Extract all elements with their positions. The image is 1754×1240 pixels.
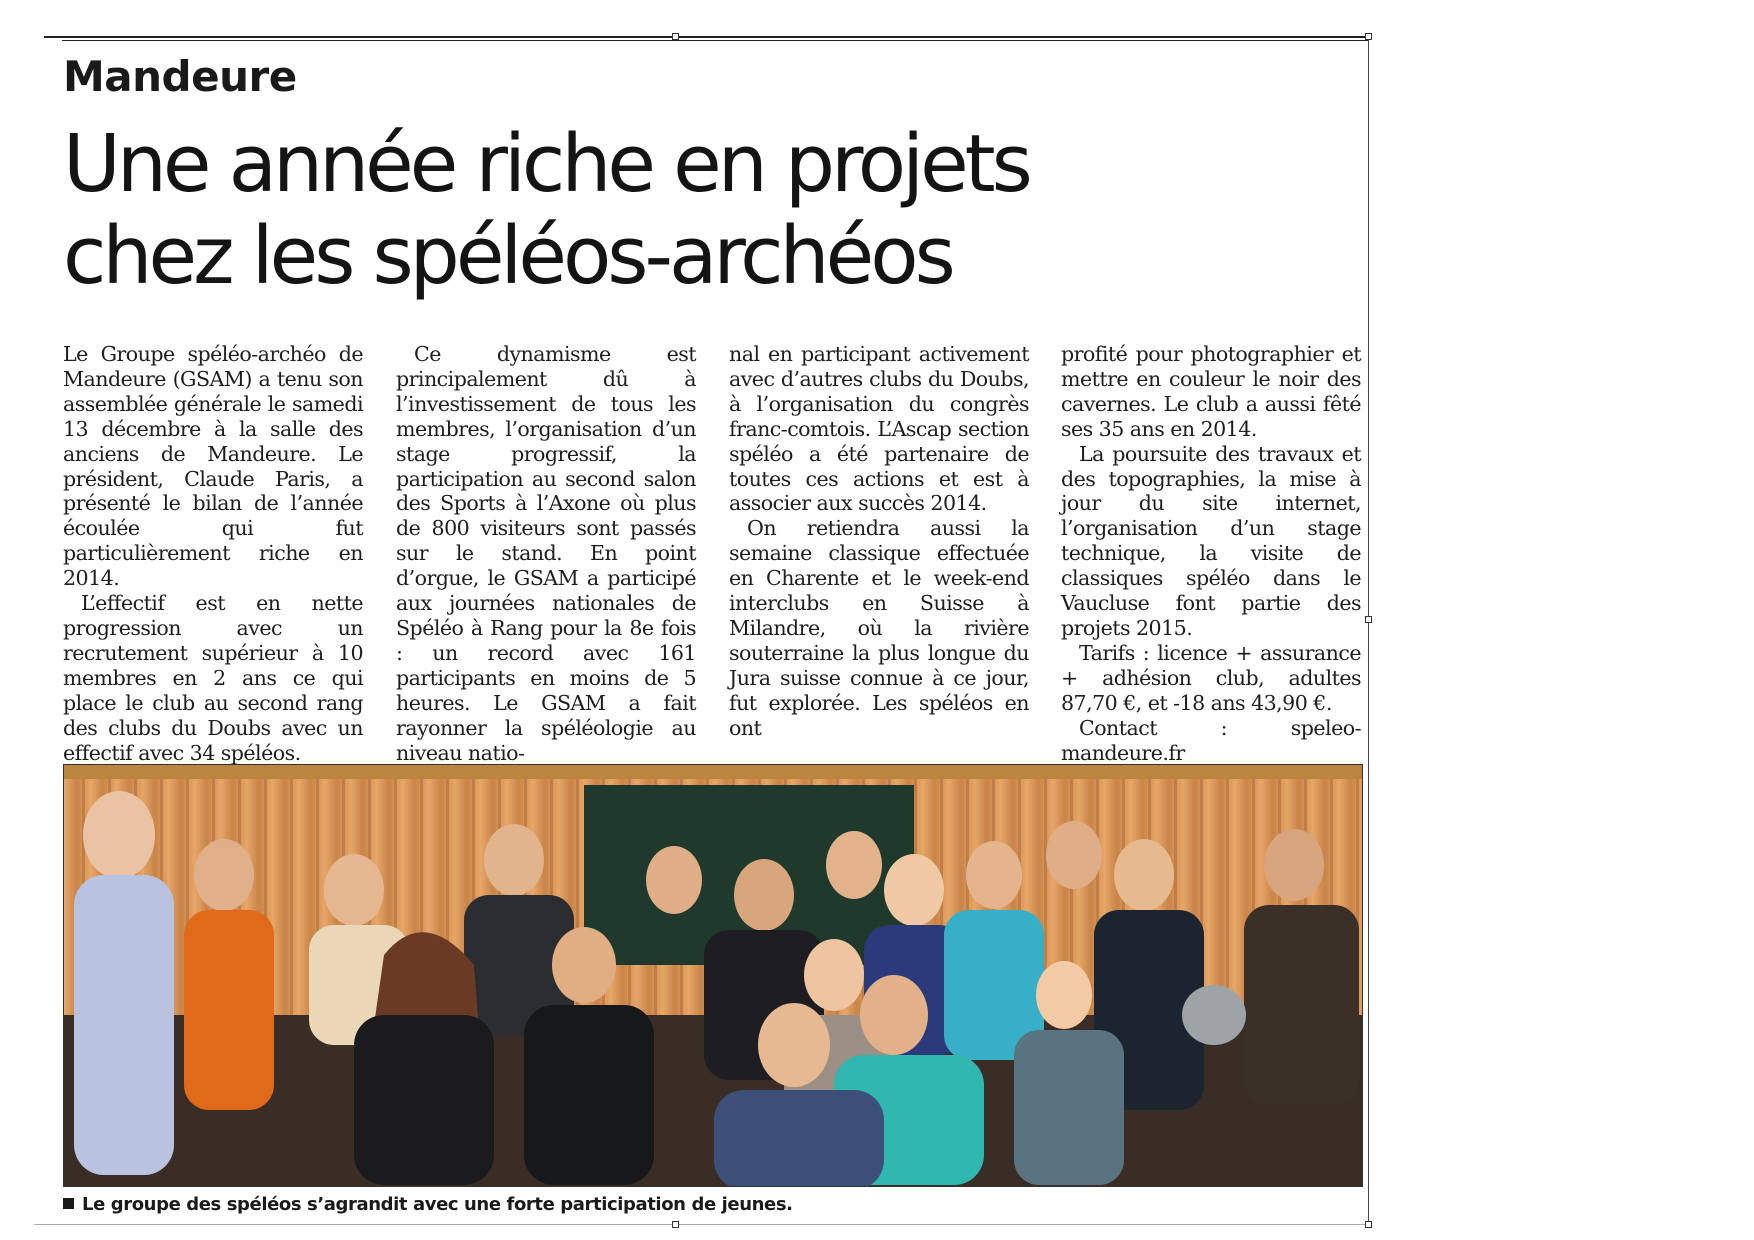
right-rule <box>1368 36 1369 1226</box>
text-column-3 <box>729 342 1029 741</box>
group-photo <box>63 764 1363 1187</box>
frame-handle-bottom[interactable] <box>672 1221 679 1228</box>
paragraph: Contact : speleo-mandeure.fr <box>1061 715 1361 765</box>
caption-bullet-icon <box>63 1198 74 1209</box>
paragraph: profité pour photographier et mettre en couleur le noir des cavernes. Le club a aussi fêté ses 35 ans en 2014. <box>1061 342 1361 441</box>
headline-line-2: chez les spéléos-archéos <box>63 210 952 302</box>
photo-caption <box>63 1194 793 1215</box>
frame-handle-bottom-right[interactable] <box>1365 1221 1372 1228</box>
paragraph: nal en participant activement avec d’autres clubs du Doubs, à l’organisation du congrès franc-comtois. L’Ascap section spéléo a été partenaire de toutes ces actions et est à associer aux succès 2014. <box>729 342 1029 516</box>
text-column-1 <box>63 342 363 765</box>
paragraph: L’effectif est en nette progression avec un recrutement supérieur à 10 membres en 2 ans ce qui place le club au second rang des clubs du Doubs avec un effectif avec 34 spéléos. <box>63 591 363 765</box>
frame-handle-top-right[interactable] <box>1365 33 1372 40</box>
headline-line-1: Une année riche en projets <box>63 118 1029 210</box>
top-rule <box>44 36 1370 38</box>
article-kicker: Mandeure <box>63 52 297 101</box>
caption-text: Le groupe des spéléos s’agrandit avec une forte participation de jeunes. <box>82 1194 793 1215</box>
frame-handle-right[interactable] <box>1365 616 1372 623</box>
top-rule-inner <box>62 40 1368 41</box>
paragraph: Tarifs : licence + assurance + adhésion club, adultes 87,70 €, et -18 ans 43,90 €. <box>1061 640 1361 715</box>
paragraph: Le Groupe spéléo-archéo de Mandeure (GSAM) a tenu son assemblée générale le samedi 13 décembre à la salle des anciens de Mandeure. Le président, Claude Paris, a présenté le bilan de l’année écoulée qui fut particulièrement riche en 2014. <box>63 342 363 591</box>
bottom-rule <box>34 1224 1368 1225</box>
paragraph: La poursuite des travaux et des topographies, la mise à jour du site internet, l’organisation d’un stage technique, la visite de classiques spéléo dans le Vaucluse font partie des projets 2015. <box>1061 441 1361 640</box>
text-column-2 <box>396 342 696 765</box>
frame-handle-top[interactable] <box>672 33 679 40</box>
text-column-4 <box>1061 342 1361 765</box>
group-photo-illustration <box>64 765 1363 1187</box>
article-headline <box>63 118 1123 302</box>
paragraph: On retiendra aussi la semaine classique effectuée en Charente et le week-end interclubs en Suisse à Milandre, où la rivière souterraine la plus longue du Jura suisse connue à ce jour, fut explorée. Les spéléos en ont <box>729 516 1029 740</box>
paragraph: Ce dynamisme est principalement dû à l’investissement de tous les membres, l’organisation d’un stage progressif, la participation au second salon des Sports à l’Axone où plus de 800 visiteurs sont passés sur le stand. En point d’orgue, le GSAM a participé aux journées nationales de Spéléo à Rang pour la 8e fois : un record avec 161 participants en moins de 5 heures. Le GSAM a fait rayonner la spéléologie au niveau natio- <box>396 342 696 765</box>
